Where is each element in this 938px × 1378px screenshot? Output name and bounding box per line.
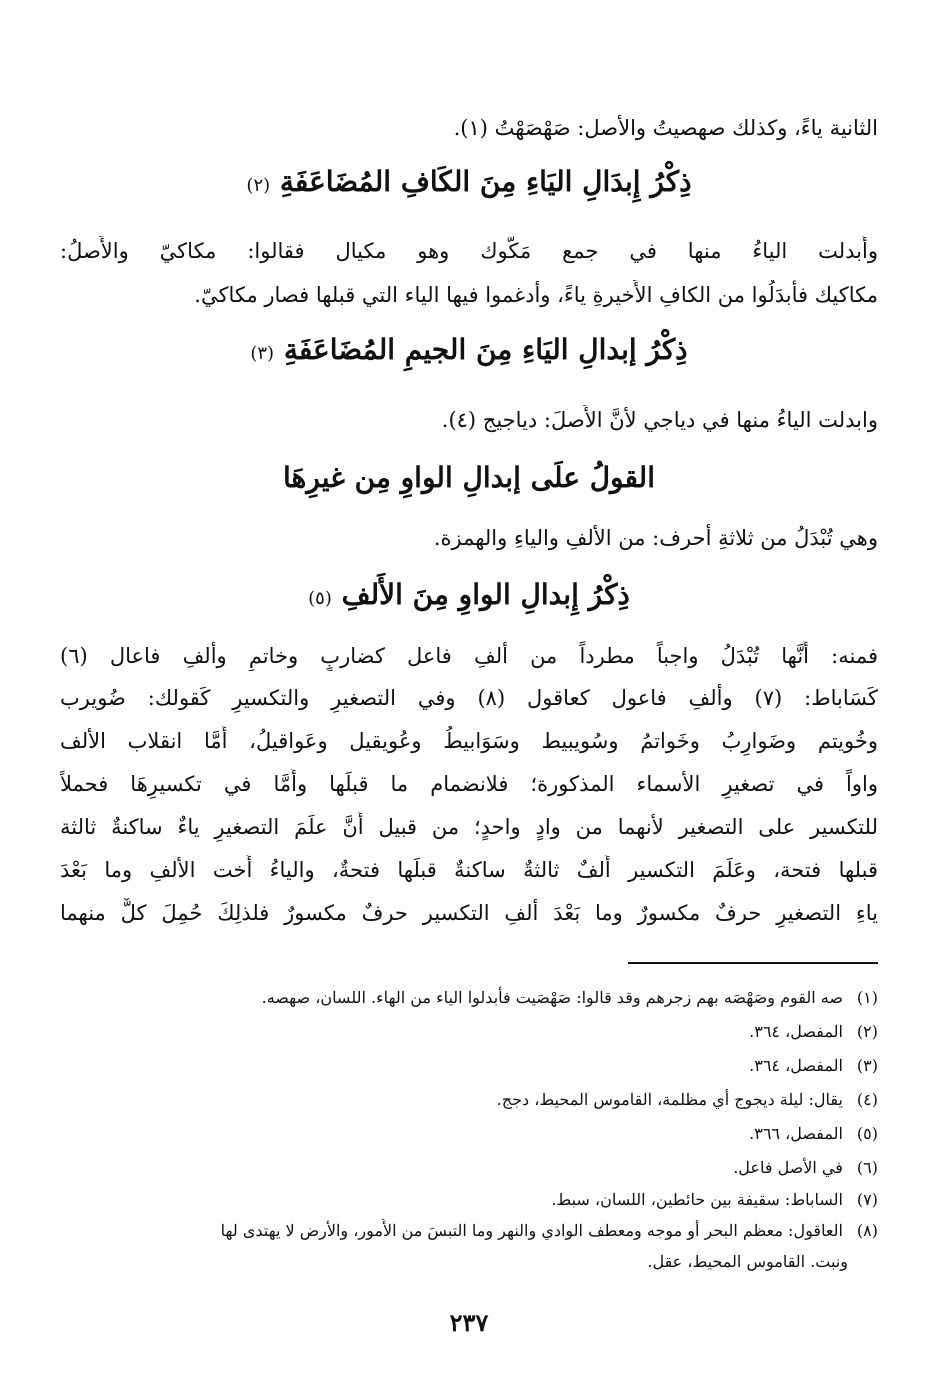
- section-heading-2-text: ذِكْرُ إبدالِ اليَاءِ مِنَ الجيمِ المُضَاعَفَةِ: [283, 333, 688, 366]
- body-line-2: وأُبدلت الياءُ منها في جمع مَكُّوك وهو مكيال فقالوا: مكاكيّ والأَصلُ:: [60, 239, 878, 263]
- body-line-5: وهي تُبْدَلُ من ثلاثةِ أحرف: من الألفِ والياءِ والهمزة.: [433, 526, 878, 550]
- section-heading-4: [60, 575, 878, 619]
- footnote-text: الساباط: سقيفة بين حائطين، اللسان، سبط.: [551, 1190, 843, 1209]
- page-number: ٢٣٧: [449, 1308, 489, 1337]
- section-heading-3-text: القولُ علَى إبدالِ الواوِ مِن غيرِهَا: [283, 461, 655, 494]
- footnote-text: صه القوم وصَهْصَه بهم زجرهم وقد قالوا: صَهْصَيت فأبدلوا الياء من الهاء. اللسان، صهصه.: [261, 988, 843, 1007]
- body-line-9: واواً في تصغيرِ الأسماء المذكورة؛ فلانضمام ما قبلَها وأَمَّا في تكسيرِهَا فحملاً: [60, 772, 878, 796]
- footnote-number: (٦): [856, 1158, 878, 1177]
- section-heading-4-text: ذِكْرُ إِبدالِ الواوِ مِنَ الأَلفِ: [341, 578, 630, 611]
- body-line-11: قبلها فتحة، وعَلَمَ التكسير أَلفٌ ثالثةٌ ساكنةٌ قبلَها فتحةٌ، والياءُ أُخت الألفِ وما بَعْدَ: [60, 858, 878, 882]
- footnote-3: [60, 1054, 878, 1078]
- body-line-4: وابدلت الياءُ منها في دياجي لأنَّ الأَصلَ: دياجيج (٤).: [441, 408, 878, 432]
- section-heading-2: [60, 330, 878, 374]
- footnote-ref-2: (٢): [246, 175, 271, 196]
- footnote-4: [60, 1088, 878, 1112]
- footnote-ref-5: (٥): [308, 588, 332, 609]
- body-line-12: ياءِ التصغيرِ حرفٌ مكسورٌ وما بَعْدَ ألفِ التكسير حرفٌ مكسورٌ فلذلِكَ حُمِلَ كلٌّ منهما: [60, 901, 878, 925]
- footnote-text: في الأصل فاعل.: [733, 1158, 843, 1177]
- footnote-ref-3: (٣): [250, 343, 275, 364]
- body-line-1: الثانية ياءً، وكذلك صهصيتُ والأصل: صَهْصَهْتُ (١).: [453, 116, 878, 140]
- footnote-6: [60, 1156, 878, 1180]
- footnote-7: [60, 1188, 878, 1212]
- body-line-6: فمنه: أَنَّها تُبْدَلُ واجباً مطرداً من ألفِ فاعل كضاربٍ وخاتمٍ وألفِ فاعال (٦): [60, 644, 878, 668]
- body-line-3: مكاكيك فأَبدَلُوا من الكافِ الأَخيرةِ ياءً، وأدغموا فيها الياء التي قبلها فصار مكاكيّ.: [194, 283, 878, 307]
- footnote-number: (٥): [856, 1124, 878, 1143]
- footnote-number: (٣): [856, 1056, 878, 1075]
- footnote-text: العاقول: معظم البحر أو موجه ومعطف الوادي والنهر وما التبسَ من الأُمور، والأرض لا يهتدى لها: [220, 1221, 843, 1240]
- section-heading-1-text: ذِكْرُ إِبدَالِ اليَاءِ مِنَ الكَافِ المُضَاعَفَةِ: [279, 165, 692, 198]
- footnote-number: (٤): [856, 1090, 878, 1109]
- section-heading-3: [60, 458, 878, 498]
- footnote-number: (٨): [856, 1221, 878, 1240]
- body-line-8: وخُويتم وضَوارِبُ وخَواتمُ وسُويبيط وسَوَابيطُ وعُويقيل وعَواقيلُ، أَمَّا انقلاب الألف: [60, 729, 878, 753]
- footnote-number: (١): [856, 988, 878, 1007]
- footnote-text: المفصل، ٣٦٤.: [749, 1056, 843, 1075]
- footnote-text: يقال: ليلة ديجوج أي مظلمة، القاموس المحيط، دجج.: [496, 1090, 843, 1109]
- footnote-8: [60, 1219, 878, 1243]
- footnote-separator: [628, 962, 878, 964]
- footnote-2: [60, 1020, 878, 1044]
- footnote-1: [60, 986, 878, 1010]
- footnote-text: المفصل، ٣٦٤.: [749, 1022, 843, 1041]
- footnote-8-continuation: ونبت. القاموس المحيط، عقل.: [647, 1252, 848, 1271]
- footnote-number: (٢): [856, 1022, 878, 1041]
- footnote-5: [60, 1122, 878, 1146]
- section-heading-1: [60, 162, 878, 206]
- body-line-7: كَسَاباط: (٧) وألفِ فاعول كعاقول (٨) وفي التصغيرِ والتكسيرِ كَقولك: ضُويرب: [60, 686, 878, 710]
- footnote-text: المفصل، ٣٦٦.: [749, 1124, 843, 1143]
- footnote-number: (٧): [856, 1190, 878, 1209]
- body-line-10: للتكسير على التصغير لأنهما من وادٍ واحدٍ؛ من قبيل أَنَّ علَمَ التصغيرِ ياءٌ ساكنةٌ ثالثة: [60, 815, 878, 839]
